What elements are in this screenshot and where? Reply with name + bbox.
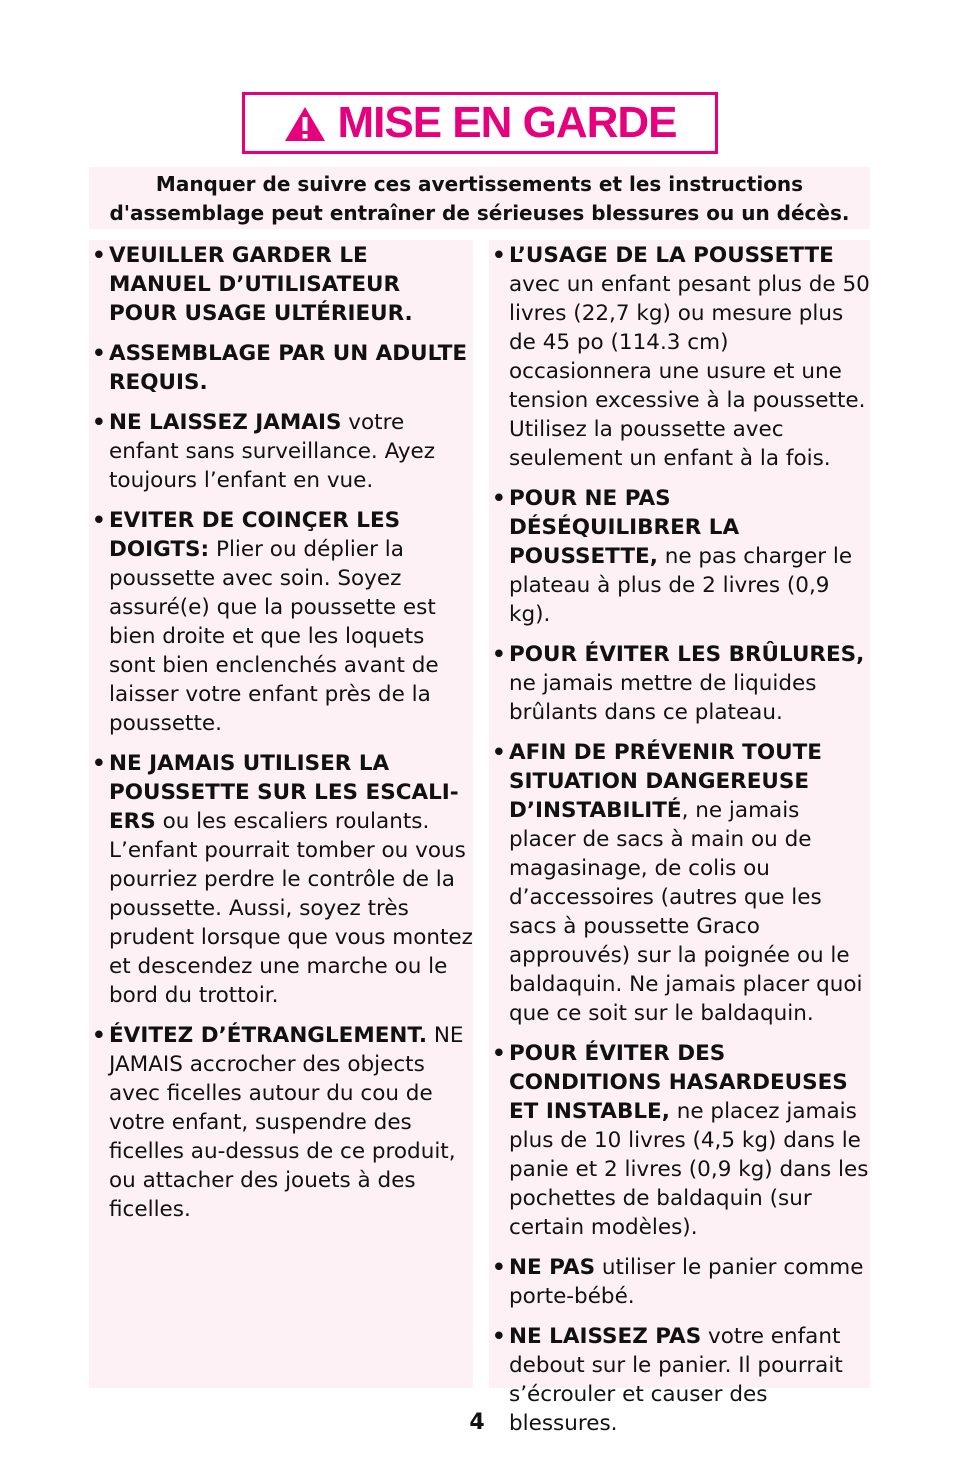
warning-item: [89, 506, 473, 738]
warning-heading: POUR NE PAS DÉSÉQUILIBRER LA POUSSETTE,: [509, 486, 740, 569]
warning-text: , ne jamais placer de sacs à main ou de magasinage, de colis ou d’accessoires (autres que les sacs à poussette Graco approuvés) sur la poignée ou le baldaquin. Ne jamais placer quoi que ce soit sur le baldaquin.: [509, 798, 863, 1026]
warning-triangle-icon: [283, 105, 327, 143]
warning-heading: POUR ÉVITER LES BRÛLURES,: [509, 642, 865, 667]
warning-text: NE JAMAIS accrocher des objects avec ficelles autour du cou de votre enfant, suspendre des ficelles au-dessus de ce produit, ou attacher des jouets à des ficelles.: [109, 1023, 464, 1222]
warning-item: [89, 1021, 473, 1224]
warning-item: [489, 640, 870, 727]
warning-heading: NE PAS: [509, 1255, 596, 1280]
warning-heading: ASSEMBLAGE PAR UN ADULTE REQUIS.: [109, 341, 468, 395]
warning-text: avec un enfant pesant plus de 50 livres (22,7 kg) ou mesure plus de 45 po (114.3 cm) occasionnera une usure et une tension excessive à la poussette. Utilisez la poussette avec seulement un enfant à la fois.: [509, 272, 870, 471]
warning-text: ne pas charger le plateau à plus de 2 livres (0,9 kg).: [509, 544, 853, 627]
warning-heading: L’USAGE DE LA POUSSETTE: [509, 243, 834, 268]
warning-text: ne placez jamais plus de 10 livres (4,5 kg) dans le panie et 2 livres (0,9 kg) dans les pochettes de baldaquin (sur certain modèles).: [509, 1099, 869, 1240]
warning-item: [489, 241, 870, 473]
warning-text: votre enfant sans surveillance. Ayez toujours l’enfant en vue.: [109, 410, 436, 493]
bullet: •: [92, 1023, 106, 1048]
left-column: [89, 240, 473, 1388]
bullet: •: [492, 740, 506, 765]
warning-heading: VEUILLER GARDER LE MANUEL D’UTILISATEUR POUR USAGE ULTÉRIEUR.: [109, 243, 413, 326]
warning-text: Plier ou déplier la poussette avec soin. Soyez assuré(e) que la poussette est bien droite et que les loquets sont bien enclenchés avant de laisser votre enfant près de la poussette.: [109, 537, 439, 736]
warning-text: votre enfant debout sur le panier. Il pourrait s’écrouler et causer des blessures.: [509, 1324, 843, 1436]
bullet: •: [492, 1324, 506, 1349]
intro-line-1: Manquer de suivre ces avertissements et les instructions: [155, 172, 804, 196]
page-title: MISE EN GARDE: [337, 98, 677, 147]
bullet: •: [92, 341, 106, 366]
bullet: •: [92, 751, 106, 776]
bullet: •: [92, 508, 106, 533]
warning-title-box: [242, 92, 718, 154]
warning-heading: NE JAMAIS UTILISER LA POUSSETTE SUR LES ESCALI-ERS: [109, 751, 459, 834]
warning-heading: POUR ÉVITER DES CONDITIONS HASARDEUSES ET INSTABLE,: [509, 1041, 848, 1124]
warning-text: utiliser le panier comme porte-bébé.: [509, 1255, 864, 1309]
intro-warning: [89, 167, 870, 229]
bullet: •: [92, 410, 106, 435]
warning-item: [489, 484, 870, 629]
bullet: •: [492, 1255, 506, 1280]
warning-text: ne jamais mettre de liquides brûlants dans ce plateau.: [509, 671, 817, 725]
bullet: •: [492, 486, 506, 511]
warning-item: [489, 1253, 870, 1311]
warning-heading: AFIN DE PRÉVENIR TOUTE SITUATION DANGEREUSE D’INSTABILITÉ: [509, 740, 822, 823]
warning-heading: NE LAISSEZ PAS: [509, 1324, 702, 1349]
bullet: •: [492, 1041, 506, 1066]
warning-item: [89, 749, 473, 1010]
warning-heading: EVITER DE COINÇER LES DOIGTS:: [109, 508, 401, 562]
page-number: 4: [469, 1410, 485, 1435]
warning-item: [89, 241, 473, 328]
warning-item: [489, 738, 870, 1028]
warning-text: ou les escaliers roulants. L’enfant pourrait tomber ou vous pourriez perdre le contrôle de la poussette. Aussi, soyez très prudent lorsque que vous montez et descendez une marche ou le bord du trottoir.: [109, 809, 473, 1008]
warning-item: [489, 1039, 870, 1242]
intro-line-2: d'assemblage peut entraîner de sérieuses blessures ou un décès.: [109, 201, 850, 225]
warning-heading: NE LAISSEZ JAMAIS: [109, 410, 342, 435]
warning-item: [89, 339, 473, 397]
warning-heading: ÉVITEZ D’ÉTRANGLEMENT.: [109, 1023, 427, 1048]
bullet: •: [492, 243, 506, 268]
right-column: [489, 240, 870, 1436]
bullet: •: [492, 642, 506, 667]
warning-item: [89, 408, 473, 495]
bullet: •: [92, 243, 106, 268]
